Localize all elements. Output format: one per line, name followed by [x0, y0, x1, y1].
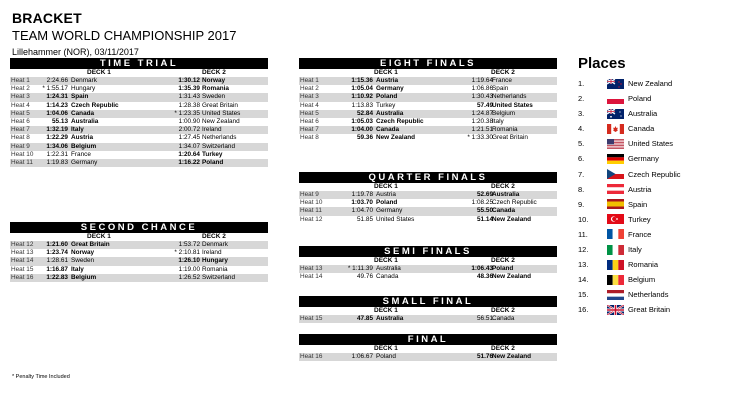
deck1-country: New Zealand: [376, 134, 416, 142]
deck1-time: 52.84: [357, 109, 373, 117]
heat-label: Heat 5: [300, 109, 319, 117]
deck1-header: DECK 1: [87, 69, 111, 76]
deck1-header: DECK 1: [374, 257, 398, 264]
heat-row: [10, 257, 268, 265]
place-rank: 10.: [578, 214, 589, 224]
heat-label: Heat 8: [300, 134, 319, 142]
place-country: Austria: [628, 184, 652, 194]
heat-row: [10, 118, 268, 126]
deck1-header: DECK 1: [374, 183, 398, 190]
germany-flag-icon: [607, 154, 624, 164]
location-date: Lillehammer (NOR), 03/11/2017: [12, 47, 139, 57]
column-headers: [299, 69, 557, 77]
heat-label: Heat 4: [300, 101, 319, 109]
deck1-time: 1:04.70: [351, 207, 373, 215]
deck2-time: 1:19.00: [178, 265, 200, 273]
deck2-country: Romania: [202, 85, 229, 93]
heat-row: [10, 143, 268, 151]
deck2-header: DECK 2: [491, 257, 515, 264]
place-item: [578, 227, 738, 242]
place-country: New Zealand: [628, 79, 673, 88]
deck2-country: United States: [492, 101, 533, 109]
deck2-country: New Zealand: [492, 215, 532, 223]
section-title: FINAL: [299, 334, 557, 345]
deck1-country: Poland: [376, 93, 398, 101]
places-title: Places: [578, 55, 626, 72]
deck2-time: 51.14: [477, 215, 493, 223]
deck2-time: 1:26.10: [178, 257, 200, 265]
deck1-header: DECK 1: [87, 233, 111, 240]
deck1-time: 1:32.19: [46, 126, 68, 134]
italy-flag-icon: [607, 245, 624, 255]
heat-label: Heat 6: [11, 117, 30, 125]
heat-label: Heat 12: [11, 241, 34, 248]
heat-row: [10, 77, 268, 85]
heat-label: Heat 4: [11, 101, 30, 109]
deck2-country: Canada: [492, 315, 515, 322]
deck2-country: New Zealand: [492, 353, 532, 360]
deck1-country: Germany: [376, 207, 403, 215]
deck1-country: Canada: [71, 109, 95, 117]
deck2-time: 56.51: [477, 315, 493, 322]
heat-row: [299, 134, 557, 142]
section-title: SMALL FINAL: [299, 296, 557, 307]
heat-label: Heat 2: [11, 85, 30, 93]
heat-row: [299, 93, 557, 101]
deck2-time: * 2:10.81: [174, 249, 200, 257]
deck1-country: Austria: [71, 134, 94, 142]
deck1-country: Italy: [71, 126, 84, 134]
deck1-country: Turkey: [376, 101, 396, 109]
france-flag-icon: [607, 229, 624, 239]
section-title: SECOND CHANCE: [10, 222, 268, 233]
place-rank: 13.: [578, 260, 589, 270]
deck2-time: 1:21.51: [471, 126, 493, 134]
place-item: [578, 182, 738, 197]
deck1-header: DECK 1: [374, 345, 398, 352]
deck2-country: Ireland: [202, 126, 222, 134]
canada-flag-icon: [607, 124, 624, 134]
heat-label: Heat 16: [11, 273, 34, 281]
deck1-country: Australia: [376, 265, 401, 272]
deck2-time: 1:53.72: [178, 241, 200, 248]
heat-row: [10, 93, 268, 101]
deck1-time: 1:28.61: [46, 257, 68, 265]
deck1-country: Austria: [376, 191, 396, 198]
deck1-time: 1:22.29: [46, 134, 68, 142]
heat-label: Heat 3: [300, 93, 319, 101]
place-item: [578, 151, 738, 166]
place-country: Turkey: [628, 214, 651, 224]
deck1-header: DECK 1: [374, 307, 398, 314]
heat-row: [299, 216, 557, 224]
heat-label: Heat 15: [11, 265, 34, 273]
deck1-time: 1:06.67: [351, 353, 373, 360]
heat-label: Heat 2: [300, 85, 319, 93]
heat-row: [10, 266, 268, 274]
quarter-finals-panel: [299, 172, 557, 224]
heat-label: Heat 16: [300, 353, 323, 360]
deck1-time: 1:13.83: [351, 101, 373, 109]
deck2-country: Australia: [492, 191, 520, 198]
place-country: Australia: [628, 109, 658, 119]
deck1-time: 51.85: [357, 215, 373, 223]
deck2-time: 1:31.43: [178, 93, 200, 101]
place-rank: 15.: [578, 290, 589, 300]
deck2-time: 2:00.72: [178, 126, 200, 134]
place-item: [578, 272, 738, 287]
heat-row: [10, 151, 268, 159]
deck2-time: 1:16.22: [178, 158, 200, 166]
deck2-time: 1:19.64: [471, 77, 493, 84]
deck1-country: Great Britain: [71, 241, 110, 248]
heat-row: [299, 118, 557, 126]
deck2-country: Poland: [202, 158, 224, 166]
deck1-time: 1:03.70: [351, 199, 373, 207]
place-item: [578, 91, 738, 106]
deck2-header: DECK 2: [202, 69, 226, 76]
place-country: Belgium: [628, 275, 656, 285]
deck2-time: 1:00.90: [178, 117, 200, 125]
place-country: France: [628, 229, 652, 239]
place-rank: 4.: [578, 124, 585, 134]
place-rank: 11.: [578, 229, 588, 239]
place-rank: 14.: [578, 275, 589, 285]
deck1-time: 1:22.83: [46, 273, 68, 281]
heat-row: [299, 85, 557, 93]
deck2-time: 1:34.07: [178, 142, 200, 150]
place-rank: 16.: [578, 305, 589, 315]
deck2-country: Sweden: [202, 93, 226, 101]
deck1-country: Canada: [376, 273, 399, 281]
place-item: [578, 76, 738, 91]
czech-flag-icon: [607, 169, 624, 179]
heat-row: [10, 102, 268, 110]
heat-label: Heat 10: [11, 150, 34, 158]
place-rank: 2.: [578, 94, 585, 104]
deck2-header: DECK 2: [491, 69, 515, 76]
deck1-time: 1:16.87: [46, 265, 68, 273]
place-country: United States: [628, 139, 674, 149]
deck1-country: Germany: [376, 85, 404, 93]
column-headers: [299, 257, 557, 265]
uk-flag-icon: [607, 305, 624, 315]
deck1-country: Poland: [376, 353, 396, 360]
deck2-time: 1:30.43: [471, 93, 493, 101]
deck1-time: 1:19.83: [46, 158, 68, 166]
heat-row: [299, 102, 557, 110]
deck2-time: 1:35.39: [178, 85, 200, 93]
section-title: SEMI FINALS: [299, 246, 557, 257]
places-list: [578, 76, 738, 318]
deck1-country: Germany: [71, 158, 98, 166]
deck1-time: 49.76: [357, 273, 373, 281]
australia-flag-icon: [607, 109, 624, 119]
place-item: [578, 257, 738, 272]
place-rank: 3.: [578, 109, 585, 119]
deck1-time: 1:23.74: [46, 249, 68, 257]
belgium-flag-icon: [607, 275, 624, 285]
deck1-country: Australia: [376, 315, 404, 322]
deck2-country: Great Britain: [492, 134, 528, 142]
heat-row: [10, 85, 268, 93]
column-headers: [299, 345, 557, 353]
deck1-time: 1:14.23: [46, 101, 68, 109]
deck1-time: 1:10.92: [351, 93, 373, 101]
place-rank: 8.: [578, 184, 585, 194]
turkey-flag-icon: [607, 214, 624, 224]
place-country: Germany: [628, 154, 659, 164]
deck1-time: 1:19.78: [351, 191, 373, 198]
deck1-country: Hungary: [71, 85, 96, 93]
place-country: Netherlands: [628, 290, 669, 300]
deck2-time: 1:28.38: [178, 101, 200, 109]
small-final-panel: [299, 296, 557, 323]
deck2-country: Romania: [492, 126, 518, 134]
deck1-country: France: [71, 150, 91, 158]
deck1-time: * 1:55.17: [42, 85, 68, 93]
deck2-country: Switzerland: [202, 273, 236, 281]
deck1-time: 1:15.36: [351, 77, 373, 84]
deck1-country: Australia: [376, 109, 404, 117]
column-headers: [10, 233, 268, 241]
place-item: [578, 121, 738, 136]
heat-row: [10, 110, 268, 118]
heat-label: Heat 6: [300, 117, 319, 125]
heat-row: [10, 159, 268, 167]
deck2-time: * 1:33.30: [467, 134, 493, 142]
section-title: TIME TRIAL: [10, 58, 268, 69]
deck2-time: 48.36: [477, 273, 493, 281]
deck1-country: Belgium: [71, 142, 97, 150]
place-country: Spain: [628, 199, 648, 209]
deck2-country: Norway: [202, 77, 226, 84]
deck1-time: 55.13: [52, 117, 68, 125]
deck1-time: 2:24.66: [46, 77, 68, 84]
heat-row: [10, 249, 268, 257]
heat-row: [299, 191, 557, 199]
column-headers: [299, 183, 557, 191]
place-item: [578, 242, 738, 257]
deck1-time: 1:34.06: [46, 142, 68, 150]
deck1-time: 59.36: [357, 134, 373, 142]
deck2-country: Ireland: [202, 249, 222, 257]
deck2-country: Czech Republic: [492, 199, 537, 207]
place-country: Romania: [628, 260, 659, 270]
eight-finals-panel: [299, 58, 557, 143]
deck2-time: * 1:23.35: [174, 109, 200, 117]
heat-label: Heat 1: [11, 77, 30, 84]
bracket-title: BRACKET: [12, 10, 82, 26]
deck2-country: Romania: [202, 265, 228, 273]
deck2-country: Switzerland: [202, 142, 236, 150]
deck2-header: DECK 2: [491, 345, 515, 352]
deck1-time: 1:21.60: [46, 241, 68, 248]
place-item: [578, 212, 738, 227]
column-headers: [10, 69, 268, 77]
deck2-country: New Zealand: [202, 117, 240, 125]
heat-label: Heat 13: [11, 249, 34, 257]
deck2-time: 1:06.43: [471, 265, 493, 272]
deck1-time: 1:05.03: [351, 117, 373, 125]
usa-flag-icon: [607, 139, 624, 149]
deck2-country: Netherlands: [202, 134, 237, 142]
deck2-country: New Zealand: [492, 273, 532, 281]
heat-row: [299, 77, 557, 85]
deck1-time: 1:22.31: [46, 150, 68, 158]
deck1-country: Czech Republic: [71, 101, 119, 109]
poland-flag-icon: [607, 94, 624, 104]
deck2-country: Italy: [492, 117, 504, 125]
deck1-time: 1:05.04: [351, 85, 373, 93]
deck2-time: 55.50: [477, 207, 493, 215]
semi-finals-panel: [299, 246, 557, 281]
heat-label: Heat 10: [300, 199, 323, 207]
championship-subtitle: TEAM WORLD CHAMPIONSHIP 2017: [12, 28, 237, 43]
place-item: [578, 287, 738, 302]
place-rank: 1.: [578, 79, 585, 88]
deck2-time: 57.49: [477, 101, 493, 109]
deck1-country: Denmark: [71, 77, 97, 84]
heat-row: [10, 241, 268, 249]
deck2-country: France: [492, 77, 512, 84]
deck2-country: Belgium: [492, 109, 516, 117]
heat-row: [299, 273, 557, 281]
heat-label: Heat 15: [300, 315, 323, 322]
deck2-country: Canada: [492, 207, 516, 215]
heat-label: Heat 9: [11, 142, 30, 150]
penalty-footnote: * Penalty Time Included: [12, 374, 70, 380]
heat-row: [10, 126, 268, 134]
heat-label: Heat 5: [11, 109, 30, 117]
deck2-country: Denmark: [202, 241, 228, 248]
spain-flag-icon: [607, 199, 624, 209]
heat-label: Heat 11: [300, 207, 322, 215]
deck2-time: 51.76: [477, 353, 493, 360]
place-item: [578, 302, 738, 317]
romania-flag-icon: [607, 260, 624, 270]
deck2-time: 1:27.45: [178, 134, 200, 142]
heat-row: [299, 315, 557, 323]
place-rank: 7.: [578, 169, 585, 179]
deck1-country: Australia: [71, 117, 99, 125]
final-panel: [299, 334, 557, 361]
second-chance-panel: [10, 222, 268, 282]
deck1-country: Belgium: [71, 273, 97, 281]
heat-label: Heat 14: [11, 257, 34, 265]
place-rank: 9.: [578, 199, 585, 209]
deck2-country: United States: [202, 109, 241, 117]
heat-row: [10, 274, 268, 282]
heat-label: Heat 9: [300, 191, 319, 198]
place-rank: 12.: [578, 245, 589, 255]
deck1-header: DECK 1: [374, 69, 398, 76]
deck1-country: Austria: [376, 77, 399, 84]
heat-label: Heat 7: [300, 126, 319, 134]
heat-row: [299, 199, 557, 207]
place-country: Czech Republic: [628, 169, 681, 179]
deck2-header: DECK 2: [202, 233, 226, 240]
place-rank: 5.: [578, 139, 585, 149]
heat-label: Heat 7: [11, 126, 30, 134]
column-headers: [299, 307, 557, 315]
deck1-country: Spain: [71, 93, 89, 101]
deck2-header: DECK 2: [491, 183, 515, 190]
deck1-country: Czech Republic: [376, 117, 424, 125]
heat-row: [299, 110, 557, 118]
heat-row: [299, 265, 557, 273]
place-country: Canada: [628, 124, 655, 134]
nz-flag-icon: [607, 79, 624, 89]
heat-label: Heat 14: [300, 273, 323, 281]
heat-label: Heat 1: [300, 77, 319, 84]
deck2-time: 1:20.38: [471, 117, 493, 125]
deck1-time: * 1:11.39: [347, 265, 373, 272]
deck1-country: United States: [376, 215, 415, 223]
heat-row: [10, 134, 268, 142]
deck2-time: 1:20.64: [178, 150, 200, 158]
place-country: Italy: [628, 245, 642, 255]
deck2-country: Poland: [492, 265, 514, 272]
section-title: EIGHT FINALS: [299, 58, 557, 69]
place-country: Poland: [628, 94, 652, 104]
deck2-header: DECK 2: [491, 307, 515, 314]
section-title: QUARTER FINALS: [299, 172, 557, 183]
heat-label: Heat 13: [300, 265, 323, 272]
deck2-country: Great Britain: [202, 101, 238, 109]
deck1-country: Poland: [376, 199, 398, 207]
deck1-time: 1:24.31: [46, 93, 68, 101]
heat-row: [299, 353, 557, 361]
place-rank: 6.: [578, 154, 585, 164]
deck2-time: 52.69: [477, 191, 493, 198]
deck2-time: 1:06.86: [471, 85, 493, 93]
deck1-time: 47.85: [357, 315, 373, 322]
deck2-country: Netherlands: [492, 93, 527, 101]
deck1-country: Sweden: [71, 257, 95, 265]
place-item: [578, 106, 738, 121]
deck2-time: 1:30.12: [178, 77, 200, 84]
heat-label: Heat 11: [11, 158, 33, 166]
heat-row: [299, 126, 557, 134]
deck2-time: 1:24.87: [471, 109, 493, 117]
deck1-country: Norway: [71, 249, 95, 257]
deck1-country: Italy: [71, 265, 84, 273]
time-trial-panel: [10, 58, 268, 167]
austria-flag-icon: [607, 184, 624, 194]
deck2-time: 1:26.52: [178, 273, 200, 281]
deck1-time: 1:04.00: [351, 126, 373, 134]
netherlands-flag-icon: [607, 290, 624, 300]
heat-label: Heat 3: [11, 93, 30, 101]
deck2-time: 1:08.25: [471, 199, 493, 207]
deck1-country: Canada: [376, 126, 400, 134]
place-item: [578, 167, 738, 182]
place-item: [578, 197, 738, 212]
deck2-country: Hungary: [202, 257, 228, 265]
heat-label: Heat 12: [300, 215, 323, 223]
heat-label: Heat 8: [11, 134, 30, 142]
heat-row: [299, 207, 557, 215]
deck2-country: Turkey: [202, 150, 223, 158]
place-item: [578, 136, 738, 151]
place-country: Great Britain: [628, 305, 671, 315]
deck1-time: 1:04.06: [46, 109, 68, 117]
deck2-country: Spain: [492, 85, 509, 93]
